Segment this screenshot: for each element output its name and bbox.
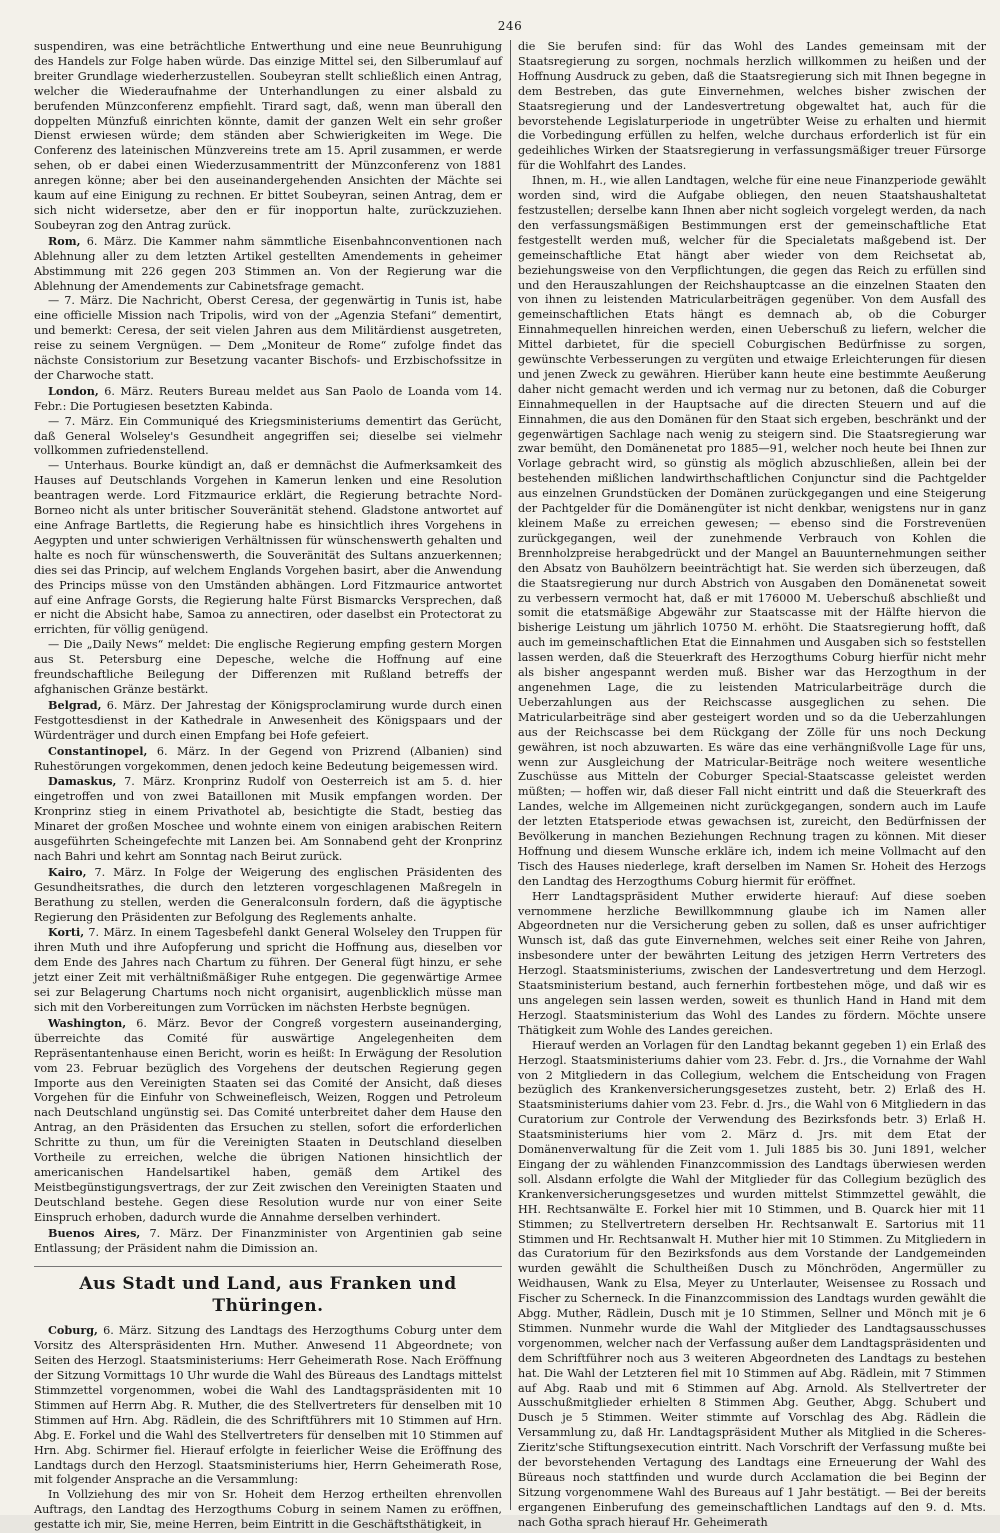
paragraph-text: die Sie berufen sind: für das Wohl des Landes gemeinsam mit der Staatsregierung zu sorgen, nochmals herzlich willkommen zu heißen und der Hoffnung Ausdruck zu geben, daß die Staatsregierung sich mit Ihnen begegne in dem Bestreben, das gute Einvernehmen, welches bisher zwischen der Staatsregierung und der Landesvertretung obgewaltet hat, auch für die bevorstehende Legislaturperiode in ungetrübter Weise zu erhalten und hiermit die Vorbedingung erfüllen zu helfen, welche durchaus erforderlich ist für ein gedeihliches Wirken der Staatsregierung in verfassungsmäßiger treuer Fürsorge für die Wohlfahrt des Landes. <box>518 40 986 173</box>
landtag-report-continued <box>518 40 986 1531</box>
page-number: 246 <box>497 19 523 33</box>
dateline: Buenos Aires, <box>48 1225 141 1240</box>
paragraph-text: 6. März. Reuters Bureau meldet aus San Paolo de Loanda vom 14. Febr.: Die Portugiesen besetzten Kabinda. <box>34 384 502 413</box>
paragraph <box>34 774 502 864</box>
news-dispatches <box>34 40 502 1256</box>
paragraph <box>34 415 502 460</box>
dateline: Damaskus, <box>48 774 117 789</box>
dateline: Korti, <box>48 925 85 940</box>
paragraph-text: In Vollziehung des mir von Sr. Hoheit dem Herzog ertheilten ehrenvollen Auftrags, den Landtag des Herzogthums Coburg in seinem Namen zu eröffnen, gestatte ich mir, Sie, meine Herren, beim Eintritt in die Geschäftsthätigkeit, in <box>34 1488 502 1532</box>
paragraph-text: 7. März. Kronprinz Rudolf von Oesterreich ist am 5. d. hier eingetroffen und von zwei Bataillonen mit Musik empfangen worden. Der Kronprinz stieg in einem Privathotel ab, besichtigte die Stadt, bestieg das Minaret der großen Moschee und wohnte einem von einigen arabischen Reitern ausgeführten Scheingefechte mit Lanzen bei. Am Sonnabend geht der Kronprinz nach Bahri und kehrt am Sonntag nach Beirut zurück. <box>34 775 502 863</box>
paragraph <box>34 744 502 775</box>
dateline: Coburg, <box>48 1323 98 1338</box>
paragraph <box>34 638 502 698</box>
paragraph-text: 6. März. Sitzung des Landtags des Herzogthums Coburg unter dem Vorsitz des Alterspräsidenten Hrn. Muther. Anwesend 11 Abgeordnete; von Seiten des Herzogl. Staatsministeriums: Herr Geheimerath Rose. Nach Eröffnung der Sitzung Vormittags 10 Uhr wurde die Wahl des Büreaus des Landtags mittelst Stimmzettel vorgenommen, wobei die Wahl des Landtagspräsidenten mit 10 Stimmen auf Herrn Abg. R. Muther, die des Stellvertreters für denselben mit 10 Stimmen auf Hrn. Abg. Rädlein, die des Schriftführers mit 10 Stimmen auf Hrn. Abg. E. Forkel und die Wahl des Stellvertreters für denselben mit 10 Stimmen auf Hrn. Abg. Schirmer fiel. Hierauf erfolgte in feierlicher Weise die Eröffnung des Landtags durch den Herzogl. Staatsministeriums hier, Herrn Geheimerath Rose, mit folgender Ansprache an die Versammlung: <box>34 1324 502 1487</box>
dateline: Rom, <box>48 233 81 248</box>
paragraph <box>34 698 502 744</box>
paragraph <box>34 294 502 383</box>
paragraph-text: suspendiren, was eine beträchtliche Entwerthung und eine neue Beunruhigung des Handels zur Folge haben würde. Das einzige Mittel sei, den Silberumlauf auf breiter Grundlage wiederherzustellen. Soubeyran stellt schließlich einen Antrag, welcher die Wiederaufnahme der Unterhandlungen zu einer alsbald zu berufenden Münzconferenz empfiehlt. Tirard sagt, daß, wenn man überall den doppelten Münzfuß einrichten könnte, damit der ganzen Welt ein sehr großer Dienst erwiesen würde; dem ständen aber Schwierigkeiten im Wege. Die Conferenz des lateinischen Münzvereins trete am 15. April zusammen, er werde sehen, ob er dabei einen Wiederzusammentritt der Münzconferenz von 1881 anregen könne; aber bei den auseinandergehenden Ansichten der Mächte sei kaum auf eine Einigung zu rechnen. Er bittet Soubeyran, seinen Antrag, dem er sich nicht widersetze, aber den er für inopportun halte, zurückzuziehen. Soubeyran zog den Antrag zurück. <box>34 40 502 232</box>
paragraph-text: 6. März. Die Kammer nahm sämmtliche Eisenbahnconventionen nach Ablehnung aller zu dem letzten Artikel gestellten Amendements in geheimer Abstimmung mit 226 gegen 203 Stimmen an. Von der Regierung war die Ablehnung der Amendements zur Cabinetsfrage gemacht. <box>34 234 502 293</box>
paragraph-text: — 7. März. Ein Communiqué des Kriegsministeriums dementirt das Gerücht, daß General Wolseley's Gesundheit angegriffen sei; dieselbe sei vielmehr vollkommen zufriedenstellend. <box>34 414 502 458</box>
paragraph <box>518 40 986 174</box>
paragraph-text: — Die „Daily News“ meldet: Die englische Regierung empfing gestern Morgen aus St. Petersburg eine Depesche, welche die Hoffnung auf eine freundschaftliche Beilegung der Differenzen mit Rußland betreffs der afghanischen Gränze bestärkt. <box>34 638 502 696</box>
paragraph <box>34 925 502 1015</box>
dateline: Kairo, <box>48 864 87 879</box>
column-divider <box>510 40 511 1510</box>
paragraph-text: — 7. März. Die Nachricht, Oberst Ceresa, der gegenwärtig in Tunis ist, habe eine officielle Mission nach Tripolis, wird von der „Agenzia Stefani“ dementirt, und bemerkt: Ceresa, der seit vielen Jahren aus dem Militärdienst ausgetreten, reise zu seinem Vergnügen. — Dem „Moniteur de Rome“ zufolge findet das nächste Consistorium zur Besetzung vacanter Bischofs- und Erzbischofssitze in der Charwoche statt. <box>34 294 502 382</box>
dateline: Washington, <box>48 1015 127 1030</box>
paragraph <box>518 174 986 890</box>
paragraph <box>34 459 502 638</box>
paragraph-text: 6. März. In der Gegend von Prizrend (Albanien) sind Ruhestörungen vorgekommen, denen jedoch keine Bedeutung beigemessen wird. <box>34 744 502 773</box>
paragraph <box>34 234 502 295</box>
right-column <box>518 40 986 1529</box>
paragraph <box>34 1016 502 1226</box>
paragraph-text: Ihnen, m. H., wie allen Landtagen, welche für eine neue Finanzperiode gewählt worden sind, wird die Aufgabe obliegen, den neuen Staatshaushaltetat festzustellen; derselbe kann Ihnen aber nicht sogleich vorgelegt werden, da nach den verfassungsmäßigen Bestimmungen erst der gemeinschaftliche Etat festgestellt werden muß, welcher für die Specialetats maßgebend ist. Der gemeinschaftliche Etat hängt aber wieder von dem Reichsetat ab, beziehungsweise von den Verpflichtungen, die gegen das Reich zu erfüllen sind und den Herauszahlungen der Reichshauptcasse an die einzelnen Staaten den von ihnen zu leistenden Matricularbeiträgen gegenüber. Von dem Ausfall des gemeinschaftlichen Etats hängt es demnach ab, ob die Coburger Einnahmequellen hinreichen werden, einen Ueberschuß zu liefern, welcher die Mittel darbietet, für die speciell Coburgischen Bedürfnisse zu sorgen, gewünschte Verbesserungen zu vergüten und etwaige Erleichterungen für diesen und jenen Zweck zu gewähren. Hierüber kann heute eine bestimmte Aeußerung daher nicht gemacht werden und ich vermag nur zu betonen, daß die Coburger Einnahmequellen in der Hauptsache auf die directen Steuern und auf die Einnahmen, die aus den Domänen für den Staat sich ergeben, beschränkt und der gegenwärtigen Sachlage nach wenig zu steigern sind. Die Staatsregierung war zwar bemüht, den Domänenetat pro 1885—91, welcher noch heute bei Ihnen zur Vorlage gebracht wird, so günstig als möglich abzuschließen, allein bei der bestehenden mißlichen landwirthschaftlichen Conjunctur sind die Pachtgelder aus einzelnen Grundstücken der Domänen zurückgegangen und eine Steigerung der Pachtgelder für die Domänengüter ist nicht denkbar, wenigstens nur in ganz kleinem Maße zu erreichen gewesen; — ebenso sind die Forstrevenüen zurückgegangen, weil der zunehmende Verbrauch von Kohlen die Brennholzpreise herabgedrückt und der Mangel an Bauunternehmungen seither den Absatz von Bauhölzern beeinträchtigt hat. Sie werden sich überzeugen, daß die Staatsregierung nur durch Abstrich von Ausgaben den Domänenetat soweit zu verbessern vermocht hat, daß er mit 176000 M. Ueberschuß abschließt und somit die etatsmäßige Abgewähr zur Staatscasse mit der Hälfte hiervon die bisherige Leistung um jährlich 10750 M. erhöht. Die Staatsregierung hofft, daß auch im gemeinschaftlichen Etat die Einnahmen und Ausgaben sich so feststellen lassen werden, daß die Steuerkraft des Herzogthums Coburg hierfür nicht mehr als bisher angespannt werden muß. Bisher war das Herzogthum in der angenehmen Lage, die zu leistenden Matricularbeiträge durch die Ueberzahlungen aus der Reichscasse ausgeglichen zu sehen. Die Matricularbeiträge sind aber gesteigert worden und so da die Ueberzahlungen aus der Reichscasse bei dem Rückgang der Zölle für uns noch Deckung gewähren, ist noch abzuwarten. Es wäre das eine verhängnißvolle Lage für uns, wenn zur Ausgleichung der Matricular-Beiträge noch weitere wesentliche Zuschüsse aus Mitteln der Coburger Special-Staatscasse geleistet werden müßten; — hoffen wir, daß dieser Fall nicht eintritt und daß die Steuerkraft des Landes, welche im Allgemeinen nicht zurückgegangen, sondern auch im Laufe der letzten Etatsperiode etwas gewachsen ist, zureicht, den Bedürfnissen der Bevölkerung in manchen Beziehungen Rechnung tragen zu können. Mit dieser Hoffnung und diesem Wunsche erkläre ich, indem ich meine Vollmacht auf den Tisch des Hauses niederlege, kraft derselben im Namen Sr. Hoheit des Herzogs den Landtag des Herzogthums Coburg hiermit für eröffnet. <box>518 174 986 888</box>
paragraph-text: — Unterhaus. Bourke kündigt an, daß er demnächst die Aufmerksamkeit des Hauses auf Deutschlands Vorgehen in Kamerun lenken und eine Resolution beantragen werde. Lord Fitzmaurice erklärt, die Regierung betrachte Nord-Borneo nicht als unter britischer Souveränität stehend. Gladstone antwortet auf eine Anfrage Bartletts, die Regierung habe es hinsichtlich ihres Vorgehens in Aegypten und unter schwierigen Verhältnissen für wünschenswerth gehalten und halte es noch für wünschenswerth, die Souveränität des Sultans anzuerkennen; dies sei das Princip, auf welchem Englands Vorgehen basirt, aber die Anwendung des Princips müsse von den Umständen abhängen. Lord Fitzmaurice antwortet auf eine Anfrage Gorsts, die Regierung halte Fürst Bismarcks Versprechen, daß er nicht die Absicht habe, Samoa zu annectiren, oder daselbst ein Protectorat zu errichten, für völlig genügend. <box>34 459 502 637</box>
paragraph-text: 6. März. Der Jahrestag der Königsproclamirung wurde durch einen Festgottesdienst in der Kathedrale in Anwesenheit des Königspaars und der Würdenträger und durch einen Empfang bei Hofe gefeiert. <box>34 698 502 742</box>
paragraph <box>34 1488 502 1533</box>
paragraph <box>34 384 502 415</box>
paragraph <box>518 1039 986 1531</box>
paragraph-text: 7. März. Der Finanzminister von Argentinien gab seine Entlassung; der Präsident nahm die Dimission an. <box>34 1226 502 1255</box>
paragraph <box>34 1226 502 1257</box>
dateline: London, <box>48 383 99 398</box>
paragraph-text: Hierauf werden an Vorlagen für den Landtag bekannt gegeben 1) ein Erlaß des Herzogl. Staatsministeriums dahier vom 23. Febr. d. Jrs., die Vornahme der Wahl von 2 Mitgliedern in das Collegium, welchem die Entscheidung von Fragen bezüglich des Krankenversicherungsgesetzes zusteht, betr. 2) Erlaß des H. Staatsministeriums dahier vom 23. Febr. d. Jrs., die Wahl von 6 Mitgliedern in das Curatorium zur Controle der Verwendung des Bezirksfonds betr. 3) Erlaß H. Staatsministeriums hier vom 2. März d. Jrs. mit dem Etat der Domänenverwaltung für die Zeit vom 1. Juli 1885 bis 30. Juni 1891, welcher Eingang der zu wählenden Finanzcommission des Landtags überwiesen werden soll. Alsdann erfolgte die Wahl der Mitglieder für das Collegium bezüglich des Krankenversicherungsgesetzes und wurden mittelst Stimmzettel gewählt, die HH. Rechtsanwälte E. Forkel hier mit 10 Stimmen, und B. Quarck hier mit 11 Stimmen; zu Stellvertretern derselben Hr. Rechtsanwalt E. Sartorius mit 11 Stimmen und Hr. Rechtsanwalt H. Muther hier mit 10 Stimmen. Zu Mitgliedern in das Curatorium für den Bezirksfonds aus dem Vorstande der Landgemeinden wurden gewählt die Schultheißen Dusch zu Mönchröden, Angermüller zu Weidhausen, Wank zu Elsa, Meyer zu Unterlauter, Weisensee zu Rossach und Fischer zu Scherneck. In die Finanzcommission des Landtags wurden gewählt die Abgg. Muther, Rädlein, Dusch mit je 10 Stimmen, Sellner und Mönch mit je 6 Stimmen. Nunmehr wurde die Wahl der Mitglieder des Landtagsausschusses vorgenommen, welcher nach der Verfassung außer dem Landtagspräsidenten und dem Schriftführer noch aus 3 weiteren Abgeordneten des Landtags zu bestehen hat. Die Wahl der Letzteren fiel mit 10 Stimmen auf Abg. Rädlein, mit 7 Stimmen auf Abg. Raab und mit 6 Stimmen auf Abg. Arnold. Als Stellvertreter der Ausschußmitglieder erhielten 8 Stimmen Abg. Geuther, Abgg. Schubert und Dusch je 5 Stimmen. Weiter stimmte auf Vorschlag des Abg. Rädlein die Versammlung zu, daß Hr. Landtagspräsident Muther als Mitglied in die Scheres-Zieritz'sche Stiftungsexecution eintritt. Nach Vorschrift der Verfassung mußte bei der bevorstehenden Vertagung des Landtags eine Erneuerung der Wahl des Büreaus noch stattfinden und wurde durch Acclamation die bei Beginn der Sitzung vorgenommene Wahl des Bureaus auf 1 Jahr bestätigt. — Bei der bereits ergangenen Einberufung des gemeinschaftlichen Landtags auf den 9. d. Mts. nach Gotha sprach hierauf Hr. Geheimerath <box>518 1038 986 1529</box>
paragraph <box>34 865 502 926</box>
paragraph-text: Herr Landtagspräsident Muther erwiderte hierauf: Auf diese soeben vernommene herzliche Bewillkommnung glaube ich im Namen aller Abgeordneten nur die Versicherung geben zu sollen, daß es unser aufrichtiger Wunsch ist, daß das gute Einvernehmen, welches seit einer Reihe von Jahren, insbesondere unter der bewährten Leitung des jetzigen Herrn Vertreters des Herzogl. Staatsministeriums, zwischen der Landesvertretung und dem Herzogl. Staatsministerium bestand, auch fernerhin fortbestehen möge, und daß wir es uns angelegen sein lassen werden, soweit es thunlich Hand in Hand mit dem Herzogl. Staatsministerium das Wohl des Landes zu fördern. Möchte unsere Thätigkeit zum Wohle des Landes gereichen. <box>518 889 986 1037</box>
coburg-landtag-report <box>34 1323 502 1533</box>
left-column <box>34 40 502 1532</box>
paragraph <box>34 40 502 234</box>
paragraph <box>34 1323 502 1488</box>
dateline: Belgrad, <box>48 697 102 712</box>
paragraph <box>518 890 986 1039</box>
paragraph-text: 7. März. In einem Tagesbefehl dankt General Wolseley den Truppen für ihren Muth und ihre Aufopferung und spricht die Hoffnung aus, dieselben vor dem Ende des Jahres nach Chartum zu führen. Der General fügt hinzu, er sehe jetzt einer Zeit mit verhältnißmäßiger Ruhe entgegen. Die gegenwärtige Armee sei zur Belagerung Chartums noch nicht organisirt, augenblicklich müsse man sich mit den Vorbereitungen zum Vorrücken im nächsten Herbste begnügen. <box>34 926 502 1014</box>
dateline: Constantinopel, <box>48 743 148 758</box>
paragraph-text: 7. März. In Folge der Weigerung des englischen Präsidenten des Gesundheitsrathes, die durch den letzteren vorgeschlagenen Maßregeln in Berathung zu stellen, werden die Generalconsuln fordern, daß die ägyptische Regierung den Präsidenten zur Befolgung des Reglements anhalte. <box>34 865 502 924</box>
paragraph-text: 6. März. Bevor der Congreß vorgestern auseinanderging, überreichte das Comité für auswärtige Angelegenheiten dem Repräsentantenhause einen Bericht, worin es heißt: In Erwägung der Resolution vom 23. Februar bezüglich des Vorgehens der deutschen Regierung gegen Importe aus den Vereinigten Staaten sei das Comité der Ansicht, daß dieses Vorgehen für die Einfuhr von Schweinefleisch, Weizen, Roggen und Petroleum nach Deutschland ungünstig sei. Das Comité unterbreitet daher dem Hause den Antrag, an den Präsidenten das Ersuchen zu stellen, sofort die erforderlichen Schritte zu thun, um für die Vereinigten Staaten in Deutschland dieselben Vortheile zu erreichen, welche die übrigen Nationen hinsichtlich der americanischen Handelsartikel haben, gemäß dem Artikel des Meistbegünstigungsvertrags, der zur Zeit zwischen den Vereinigten Staaten und Deutschland bestehe. Gegen diese Resolution wurde nur von einer Seite Einspruch erhoben, dadurch wurde die Annahme derselben verhindert. <box>34 1016 502 1224</box>
columns <box>34 40 986 1532</box>
section-heading: Aus Stadt und Land, aus Franken und Thüringen. <box>34 1266 502 1317</box>
